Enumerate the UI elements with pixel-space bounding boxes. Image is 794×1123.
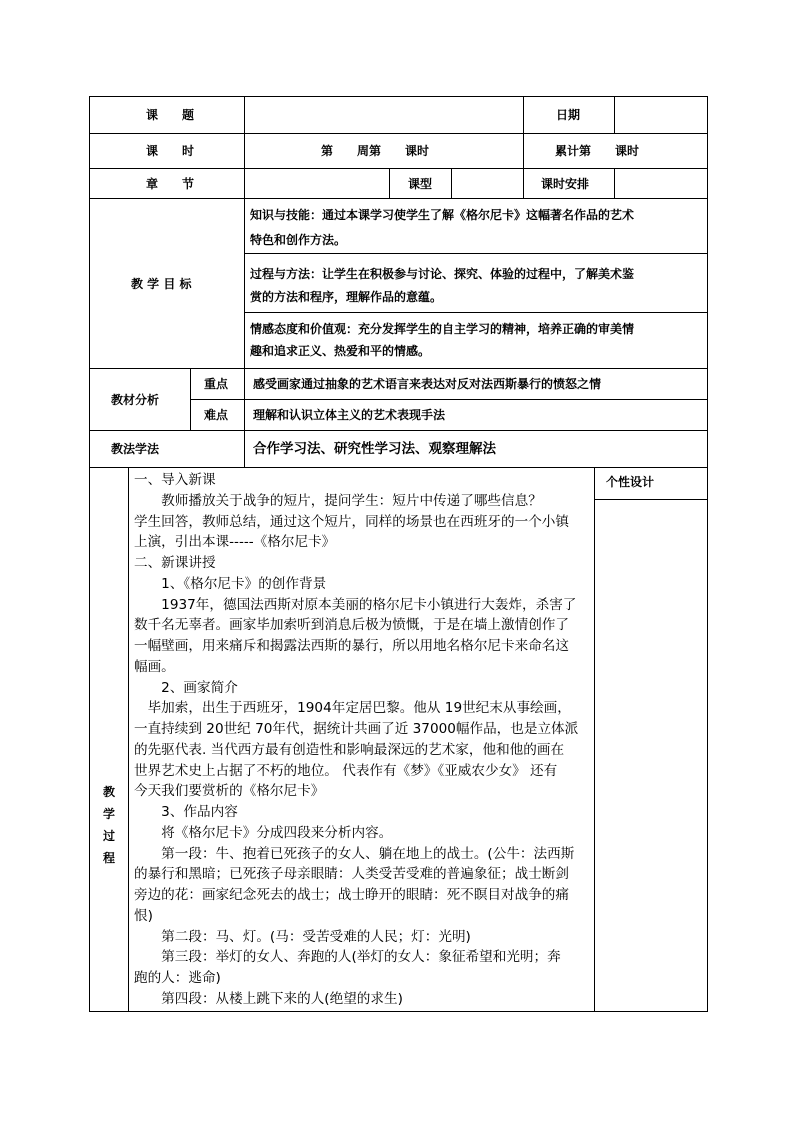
- row-divider: [89, 133, 708, 134]
- date-label: 日期: [556, 108, 581, 122]
- row-divider: [89, 430, 708, 431]
- process-line: 第四段：从楼上跳下来的人(绝望的求生): [134, 990, 403, 1007]
- analysis-label: 教材分析: [111, 393, 160, 407]
- column-divider: [614, 168, 615, 199]
- personal-design-label: 个性设计: [606, 475, 655, 489]
- difficulty-label: 难点: [204, 408, 229, 422]
- objective-process-line: 赏的方法和程序，理解作品的意蕴。: [250, 290, 443, 304]
- process-line: 一、导入新课: [134, 472, 216, 488]
- process-line: 跑的人：逃命): [134, 970, 221, 986]
- process-line: 3、作品内容: [134, 804, 238, 820]
- process-label-char: 教: [103, 785, 116, 799]
- process-line: 一幅壁画，用来痛斥和揭露法西斯的暴行，所以用地名格尔尼卡来命名这: [134, 638, 569, 654]
- table-border: [89, 1011, 708, 1012]
- process-line: 学生回答，教师总结，通过这个短片，同样的场景也在西班牙的一个小镇: [134, 513, 569, 530]
- process-label-char: 程: [103, 851, 116, 865]
- process-line: 一直持续到 20世纪 70年代，据统计共画了近 37000幅作品，也是立体派: [134, 721, 579, 737]
- process-line: 幅画。: [134, 658, 175, 675]
- process-line: 毕加索，出生于西班牙，1904年定居巴黎。他从 19世纪末从事绘画，: [134, 700, 571, 717]
- column-divider: [614, 96, 615, 133]
- objective-knowledge-line: 特色和创作方法。: [250, 233, 347, 247]
- process-line: 将《格尔尼卡》分成四段来分析内容。: [134, 824, 393, 841]
- key-point-label: 重点: [204, 377, 229, 391]
- process-line: 的先驱代表. 当代西方最有创造性和影响最深远的艺术家，他和他的画在: [134, 741, 565, 758]
- methods-value: 合作学习法、研究性学习法、观察理解法: [253, 441, 496, 457]
- process-line: 今天我们要赏析的《格尔尼卡》: [134, 783, 325, 800]
- process-line: 教师播放关于战争的短片，提问学生：短片中传递了哪些信息？: [134, 492, 542, 509]
- methods-label: 教法学法: [111, 442, 160, 456]
- column-divider: [451, 168, 452, 199]
- column-divider: [244, 96, 245, 468]
- column-divider: [190, 368, 191, 431]
- difficulty-value: 理解和认识立体主义的艺术表现手法: [253, 408, 446, 422]
- table-border: [707, 96, 708, 1012]
- process-line: 世界艺术史上占据了不朽的地位。 代表作有《梦》《亚威农少女》 还有: [134, 762, 558, 779]
- objective-knowledge-line: 知识与技能：通过本课学习使学生了解《格尔尼卡》这幅著名作品的艺术: [250, 208, 635, 222]
- column-divider: [389, 168, 390, 199]
- row-divider: [89, 198, 708, 199]
- row-divider: [244, 312, 708, 313]
- lesson-type-label: 课型: [408, 177, 433, 191]
- column-divider: [128, 467, 129, 1012]
- process-label-char: 过: [103, 829, 116, 843]
- row-divider: [190, 399, 708, 400]
- process-line: 第三段：举灯的女人、奔跑的人(举灯的女人：象征希望和光明；奔: [134, 949, 561, 966]
- schedule-label: 课时安排: [541, 177, 590, 191]
- process-label-char: 学: [103, 807, 116, 821]
- process-line: 恨): [134, 907, 153, 924]
- process-line: 2、画家简介: [134, 679, 238, 696]
- table-border: [89, 96, 90, 1012]
- row-divider: [89, 368, 708, 369]
- chapter-label: 章 节: [146, 177, 195, 191]
- table-border: [89, 96, 708, 97]
- row-divider: [89, 168, 708, 169]
- objective-emotion-line: 趣和追求正义、热爱和平的情感。: [250, 344, 431, 358]
- row-divider: [244, 253, 708, 254]
- process-line: 旁边的花：画家纪念死去的战士；战士睁开的眼睛：死不瞑目对战争的痛: [134, 887, 569, 903]
- process-line: 第一段：牛、抱着已死孩子的女人、躺在地上的战士。(公牛：法西斯: [134, 845, 575, 862]
- process-line: 第二段：马、灯。(马：受苦受难的人民；灯：光明): [134, 928, 471, 945]
- process-line: 1、《格尔尼卡》的创作背景: [134, 575, 327, 592]
- process-line: 二、新课讲授: [134, 555, 216, 571]
- row-divider: [594, 499, 708, 500]
- key-point-value: 感受画家通过抽象的艺术语言来表达对反对法西斯暴行的愤怒之情: [253, 377, 602, 391]
- period-label: 课 时: [146, 144, 195, 158]
- process-line: 的暴行和黑暗；已死孩子母亲眼睛：人类受苦受难的普遍象征；战士断剑: [134, 866, 569, 883]
- cumulative-label: 累计第 课时: [555, 144, 640, 158]
- process-line: 数千名无辜者。画家毕加索听到消息后极为愤慨，于是在墙上激情创作了: [134, 617, 569, 634]
- period-value: 第 周第 课时: [321, 144, 430, 158]
- objective-process-line: 过程与方法：让学生在积极参与讨论、探究、体验的过程中，了解美术鉴: [250, 267, 635, 281]
- column-divider: [594, 467, 595, 1012]
- process-content: [134, 470, 578, 1010]
- personal-design-area[interactable]: [596, 501, 706, 1009]
- objectives-label: 教 学 目 标: [131, 277, 192, 291]
- row-divider: [89, 467, 708, 468]
- process-line: 上演，引出本课-----《格尔尼卡》: [134, 534, 336, 551]
- topic-label: 课 题: [146, 108, 195, 122]
- objective-emotion-line: 情感态度和价值观：充分发挥学生的自主学习的精神，培养正确的审美情: [250, 322, 635, 336]
- process-line: 1937年，德国法西斯对原本美丽的格尔尼卡小镇进行大轰炸，杀害了: [134, 596, 577, 613]
- column-divider: [523, 96, 524, 199]
